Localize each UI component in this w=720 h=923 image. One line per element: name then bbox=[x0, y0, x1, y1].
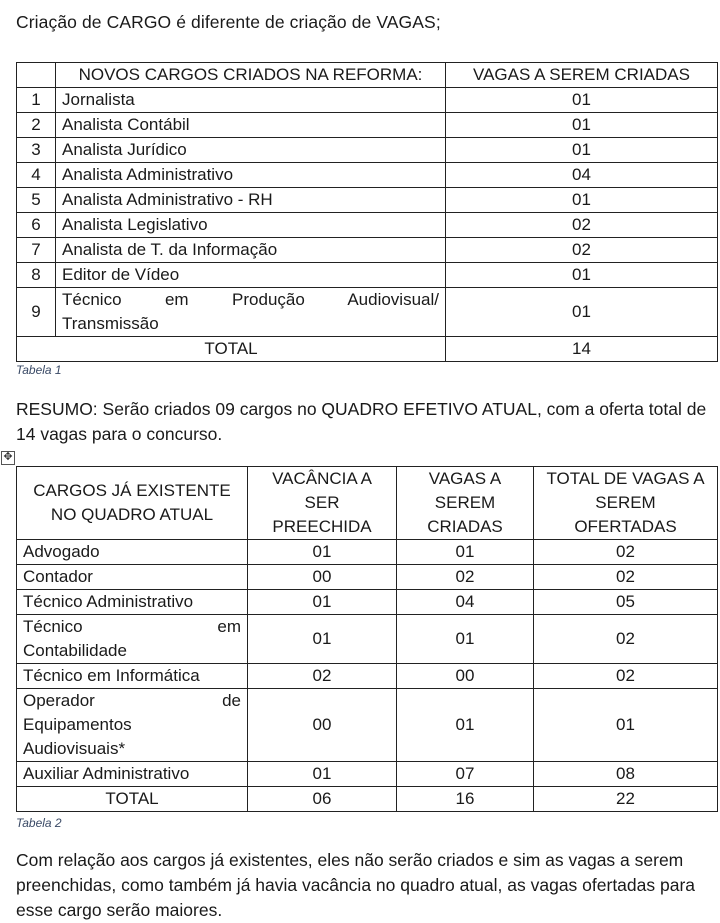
total-row bbox=[17, 337, 718, 362]
cargo-name: Técnico em Informática bbox=[17, 664, 248, 689]
table-cargos-existentes bbox=[16, 466, 718, 812]
vagas-value: 01 bbox=[397, 615, 534, 664]
cargo-name: Analista Administrativo - RH bbox=[56, 188, 446, 213]
row-num: 4 bbox=[17, 163, 56, 188]
header-vacancia-line3: PREECHIDA bbox=[272, 517, 372, 536]
table-row bbox=[17, 263, 718, 288]
total-vagas: 16 bbox=[397, 787, 534, 812]
vacancia-value: 01 bbox=[248, 540, 397, 565]
cargo-name: Editor de Vídeo bbox=[56, 263, 446, 288]
cargo-name: Analista Jurídico bbox=[56, 138, 446, 163]
table-row bbox=[17, 689, 718, 762]
cargo-word: Técnico bbox=[23, 617, 83, 636]
cargo-name bbox=[17, 689, 248, 762]
total-value: 02 bbox=[534, 615, 718, 664]
vacancia-value: 01 bbox=[248, 590, 397, 615]
total-value: 05 bbox=[534, 590, 718, 615]
vagas-value: 01 bbox=[446, 113, 718, 138]
cargo-name-line2: Transmissão bbox=[62, 314, 159, 333]
table-row bbox=[17, 664, 718, 689]
vacancia-value: 01 bbox=[248, 615, 397, 664]
cargo-name: Advogado bbox=[17, 540, 248, 565]
vagas-value: 02 bbox=[446, 238, 718, 263]
cargo-name: Jornalista bbox=[56, 88, 446, 113]
table-row bbox=[17, 188, 718, 213]
vagas-value: 01 bbox=[446, 188, 718, 213]
table-row bbox=[17, 590, 718, 615]
row-num: 8 bbox=[17, 263, 56, 288]
cargo-name: Analista de T. da Informação bbox=[56, 238, 446, 263]
resumo-text: RESUMO: Serão criados 09 cargos no QUADRO EFETIVO ATUAL, com a oferta total de 14 vagas para o concurso. bbox=[16, 399, 707, 444]
header-vagas: VAGAS A SEREM CRIADAS bbox=[446, 63, 718, 88]
table-row bbox=[17, 540, 718, 565]
header-vagas-line1: VAGAS A bbox=[428, 469, 502, 488]
cargo-name: Contador bbox=[17, 565, 248, 590]
cargo-name: Analista Contábil bbox=[56, 113, 446, 138]
table-row bbox=[17, 113, 718, 138]
header-vacancia bbox=[248, 467, 397, 540]
header-total bbox=[534, 467, 718, 540]
row-num: 9 bbox=[17, 288, 56, 337]
cargo-name-line1 bbox=[23, 615, 241, 639]
vagas-value: 04 bbox=[397, 590, 534, 615]
row-num: 2 bbox=[17, 113, 56, 138]
table-row bbox=[17, 288, 718, 337]
table-header-row bbox=[17, 467, 718, 540]
table-row bbox=[17, 615, 718, 664]
cargo-name bbox=[17, 615, 248, 664]
vagas-value: 04 bbox=[446, 163, 718, 188]
total-ofertadas: 22 bbox=[534, 787, 718, 812]
header-vagas-line2: SEREM bbox=[434, 493, 496, 512]
header-cargo-line2: NO QUADRO ATUAL bbox=[50, 505, 214, 524]
cargo-name: Auxiliar Administrativo bbox=[17, 762, 248, 787]
table-row bbox=[17, 565, 718, 590]
table-row bbox=[17, 762, 718, 787]
row-num: 7 bbox=[17, 238, 56, 263]
intro-text: Criação de CARGO é diferente de criação de VAGAS; bbox=[16, 12, 441, 32]
table-row bbox=[17, 238, 718, 263]
cargo-word: de bbox=[222, 691, 241, 710]
header-vacancia-line1: VACÂNCIA A bbox=[272, 469, 372, 488]
vagas-value: 01 bbox=[397, 689, 534, 762]
vacancia-value: 00 bbox=[248, 565, 397, 590]
table-novos-cargos bbox=[16, 62, 718, 362]
total-vacancia: 06 bbox=[248, 787, 397, 812]
table-row bbox=[17, 213, 718, 238]
cargo-name bbox=[56, 288, 446, 337]
header-total-line2: SEREM bbox=[595, 493, 656, 512]
header-vacancia-line2: SER bbox=[304, 493, 340, 512]
cargo-word: em bbox=[217, 617, 241, 636]
total-value: 02 bbox=[534, 664, 718, 689]
vagas-value: 07 bbox=[397, 762, 534, 787]
vacancia-value: 01 bbox=[248, 762, 397, 787]
vacancia-value: 00 bbox=[248, 689, 397, 762]
table1-caption: Tabela 1 bbox=[16, 363, 62, 377]
header-total-line1: TOTAL DE VAGAS A bbox=[546, 469, 705, 488]
header-vagas-line3: CRIADAS bbox=[427, 517, 503, 536]
table-row bbox=[17, 138, 718, 163]
total-label: TOTAL bbox=[17, 337, 446, 362]
vagas-value: 02 bbox=[397, 565, 534, 590]
total-value: 14 bbox=[446, 337, 718, 362]
cargo-name-line1 bbox=[23, 689, 241, 713]
total-value: 02 bbox=[534, 540, 718, 565]
vagas-value: 01 bbox=[446, 288, 718, 337]
row-num: 5 bbox=[17, 188, 56, 213]
table-row bbox=[17, 163, 718, 188]
cargo-name: Analista Legislativo bbox=[56, 213, 446, 238]
vagas-value: 01 bbox=[446, 88, 718, 113]
total-value: 01 bbox=[534, 689, 718, 762]
total-value: 02 bbox=[534, 565, 718, 590]
header-cargos: NOVOS CARGOS CRIADOS NA REFORMA: bbox=[56, 63, 446, 88]
conclusion-text: Com relação aos cargos já existentes, eles não serão criados e sim as vagas a serem preenchidas, como também já havia vacância no quadro atual, as vagas ofertadas para esse cargo serão maiores. bbox=[16, 850, 696, 920]
header-cargo bbox=[17, 467, 248, 540]
cargo-name-line2: Contabilidade bbox=[23, 641, 127, 660]
table2-caption: Tabela 2 bbox=[16, 816, 62, 830]
vagas-value: 00 bbox=[397, 664, 534, 689]
cargo-name: Técnico Administrativo bbox=[17, 590, 248, 615]
row-num: 1 bbox=[17, 88, 56, 113]
cargo-name-line2: Equipamentos bbox=[23, 715, 132, 734]
table-header-row bbox=[17, 63, 718, 88]
total-row bbox=[17, 787, 718, 812]
header-cargo-line1: CARGOS JÁ EXISTENTE bbox=[33, 481, 231, 500]
vagas-value: 02 bbox=[446, 213, 718, 238]
cargo-name-line3: Audiovisuais* bbox=[23, 739, 126, 758]
header-vagas bbox=[397, 467, 534, 540]
vagas-value: 01 bbox=[446, 263, 718, 288]
cargo-name-line1: Técnico em Produção Audiovisual/ bbox=[62, 290, 439, 309]
vacancia-value: 02 bbox=[248, 664, 397, 689]
row-num: 3 bbox=[17, 138, 56, 163]
row-num: 6 bbox=[17, 213, 56, 238]
table-row bbox=[17, 88, 718, 113]
header-total-line3: OFERTADAS bbox=[574, 517, 677, 536]
header-num-cell bbox=[17, 63, 56, 88]
move-icon[interactable]: ✥ bbox=[1, 451, 15, 465]
total-label: TOTAL bbox=[17, 787, 248, 812]
vagas-value: 01 bbox=[446, 138, 718, 163]
cargo-name: Analista Administrativo bbox=[56, 163, 446, 188]
total-value: 08 bbox=[534, 762, 718, 787]
vagas-value: 01 bbox=[397, 540, 534, 565]
cargo-word: Operador bbox=[23, 691, 95, 710]
